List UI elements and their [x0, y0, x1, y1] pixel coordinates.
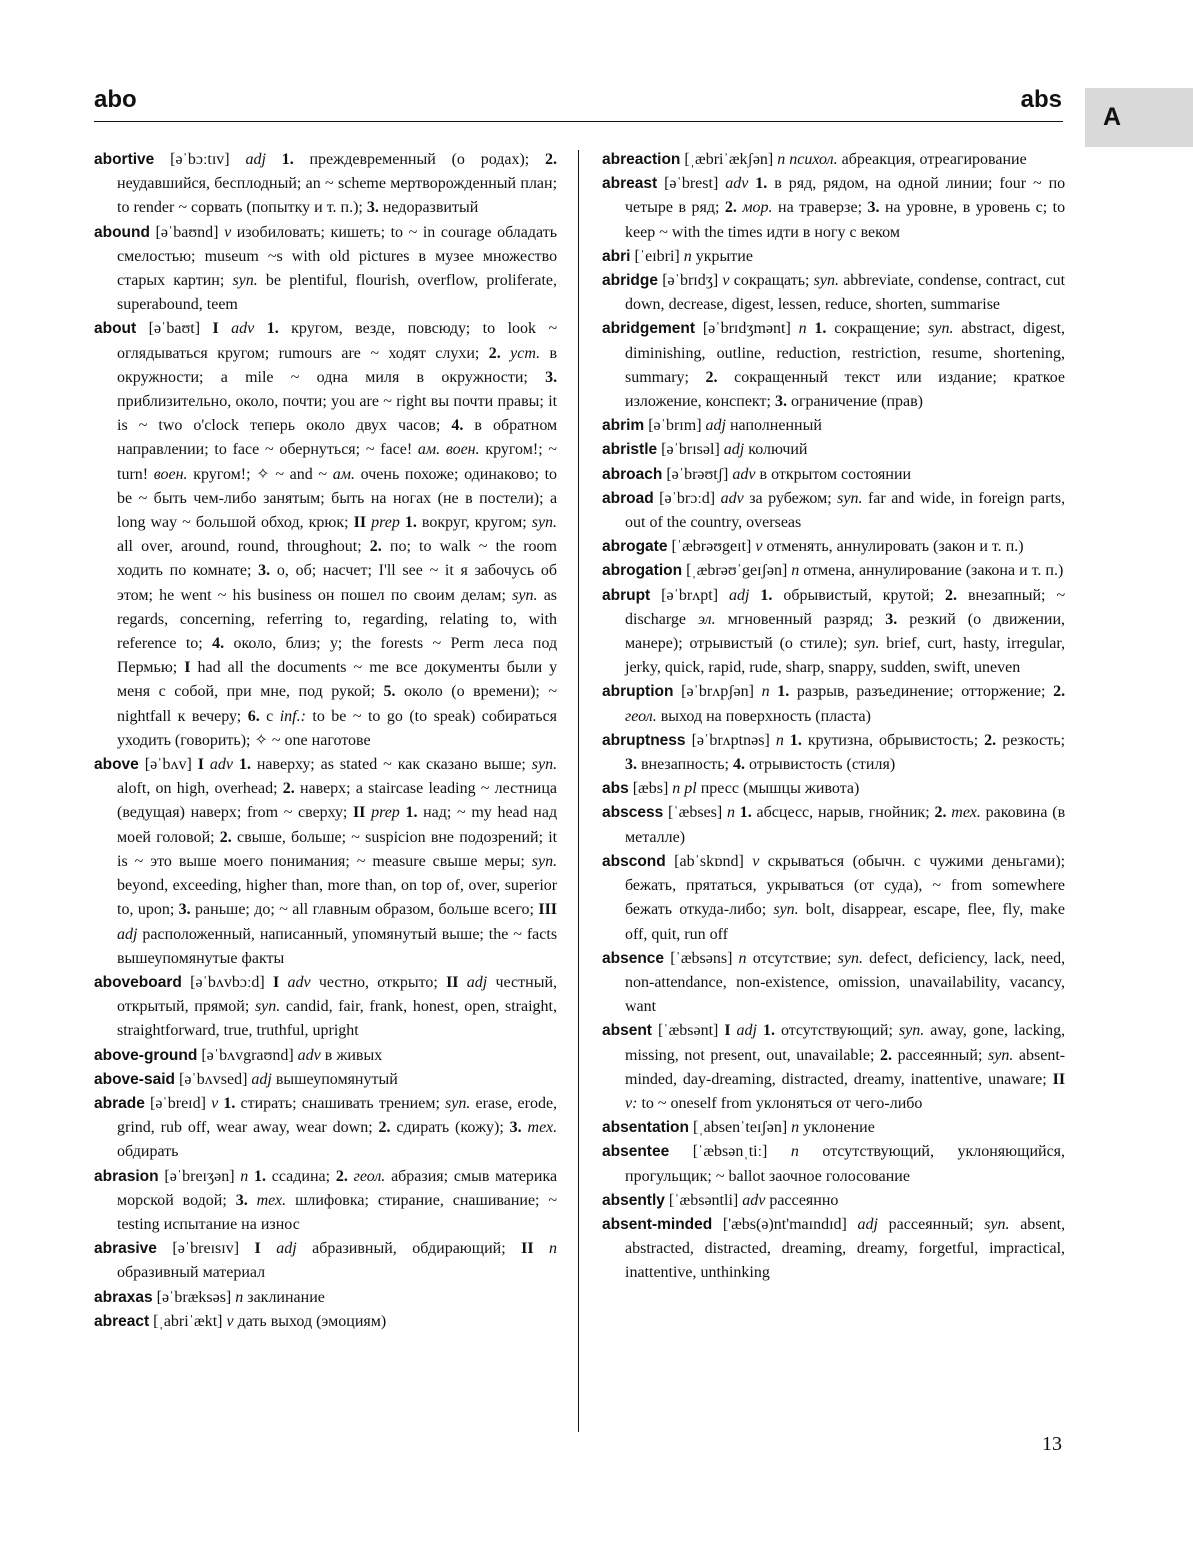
sense-number: 1. [238, 756, 251, 774]
entry-definition: [ˈæbsəntli] adv рассеянно [668, 1191, 839, 1209]
sense-number: 1. [266, 320, 279, 338]
dictionary-entry [602, 245, 1065, 269]
entry-headword: abrade [94, 1094, 145, 1112]
sense-number: 2. [705, 368, 718, 386]
grammar-label: syn. [254, 998, 281, 1016]
entry-headword: abs [602, 780, 629, 798]
sense-number: 1. [777, 683, 790, 701]
grammar-label: v [755, 538, 763, 556]
sense-number: II [446, 973, 459, 991]
grammar-label: уст. [510, 344, 541, 362]
entry-definition: [əˈbʌvbɔːd] I adv честно, открыто; II adj честный, открытый, прямой; syn. candid, fair, frank, honest, open, straight, straightforward, true, truthful, upright [117, 973, 557, 1040]
entry-headword: absentation [602, 1119, 689, 1137]
entry-headword: abrasive [94, 1240, 157, 1258]
grammar-label: n [683, 247, 692, 265]
grammar-label: pl [684, 780, 697, 798]
grammar-label: adj [276, 1240, 297, 1258]
entry-headword: abroad [602, 489, 654, 507]
grammar-label: adj [466, 973, 488, 991]
grammar-label: n [777, 151, 786, 168]
grammar-label: n [798, 320, 807, 338]
grammar-label: adv [720, 489, 744, 507]
entry-definition: ['æbs(ə)nt'maɪndɪd] adj рассеянный; syn. absent, abstracted, distracted, dreaming, dreamy, forgetful, impractical, inattentive, unthinking [625, 1215, 1066, 1282]
entry-definition: [əˈbrɪsəl] adj колючий [661, 441, 808, 459]
grammar-label: syn. [854, 635, 880, 653]
right-column [602, 148, 1065, 1286]
grammar-label: syn. [928, 320, 954, 338]
sense-number: II [353, 514, 367, 532]
entry-headword: abscond [602, 852, 666, 870]
grammar-label: n [775, 731, 784, 749]
dictionary-entry [602, 487, 1065, 535]
sense-number: 1. [762, 1022, 775, 1040]
grammar-label: syn. [837, 949, 863, 967]
sense-number: 6. [247, 707, 260, 725]
entry-definition: [ˌabriˈækt] v дать выход (эмоциям) [153, 1312, 387, 1330]
sense-number: 1. [281, 151, 294, 168]
grammar-label: геол. [625, 707, 657, 725]
left-column [94, 148, 557, 1334]
entry-definition: [əˈbʌvgraʊnd] adv в живых [201, 1046, 383, 1064]
dictionary-entry [602, 414, 1065, 438]
entry-headword: absently [602, 1191, 665, 1209]
sense-number: 2. [282, 780, 295, 798]
grammar-label: n [672, 780, 681, 798]
sense-number: 4. [212, 635, 225, 653]
sense-number: 3. [867, 199, 880, 217]
entry-headword: abroach [602, 465, 663, 483]
entry-headword: abreact [94, 1312, 150, 1330]
entry-headword: abrasion [94, 1167, 159, 1185]
grammar-label: n [791, 1119, 800, 1137]
entry-headword: absentee [602, 1143, 670, 1161]
grammar-label: adj [736, 1022, 757, 1040]
entry-definition: [ˈæbses] n 1. абсцесс, нарыв, гнойник; 2. тех. раковина (в металле) [625, 804, 1066, 846]
entry-definition: [əˈbrʌptnəs] n 1. крутизна, обрывистость; 2. резкость; 3. внезапность; 4. отрывистость (стиля) [625, 731, 1066, 774]
grammar-label: мор. [742, 199, 773, 217]
entry-definition: [əˈbrʌpʃən] n 1. разрыв, разъединение; отторжение; 2. геол. выход на поверхность (пласта) [625, 683, 1066, 725]
sense-number: 1. [405, 804, 418, 822]
entry-headword: abridge [602, 272, 658, 290]
entry-definition: [əˈbreɪd] v 1. стирать; снашивать трением; syn. erase, erode, grind, rub off, wear away, wear down; 2. сдирать (кожу); 3. тех. обдирать [117, 1094, 558, 1161]
entry-headword: abortive [94, 151, 155, 168]
sense-number: 2. [378, 1119, 391, 1137]
entry-headword: abri [602, 247, 631, 265]
sense-number: 1. [755, 175, 768, 193]
entry-definition: [æbs] n pl пресс (мышцы живота) [632, 780, 860, 798]
grammar-label: n [761, 683, 770, 701]
dictionary-entry [94, 1165, 557, 1238]
entry-headword: absent [602, 1022, 652, 1040]
entry-headword: abruption [602, 683, 674, 701]
grammar-label: adj [251, 1070, 272, 1088]
dictionary-entry [602, 947, 1065, 1020]
entry-headword: absent-minded [602, 1215, 713, 1233]
sense-number: I [273, 973, 280, 991]
grammar-label: v [722, 272, 730, 290]
entry-definition: [əˈbaʊt] I adv 1. кругом, везде, повсюду; to look ~ оглядываться кругом; rumours are ~ ходят слухи; 2. уст. в окружности; a mile ~ одна миля в окружности; 3. приблизительно, около, почти; you are ~ right вы почти правы; it is ~ two o'clock теперь около двух часов; 4. в обратном направлении; to face ~ обернуться; ~ face! ам. воен. кругом!; ~ turn! воен. кругом!; ✧ ~ and ~ ам. очень похоже; одинаково; to be ~ быть чем-либо занятым; быть на ногах (не в постели); a long way ~ большой обход, крюк; II prep 1. вокруг, кругом; syn. all over, around, round, throughout; 2. по; to walk ~ the room ходить по комнате; 3. о, об; насчет; I'll see ~ it я забочусь об этом; he went ~ his business он пошел по своим делам; syn. as regards, concerning, referring to, regarding, relating to, with reference to; 4. около, близ; у; the forests ~ Perm леса под Пермью; I had all the documents ~ me все документы были у меня с собой, при мне, под рукой; 5. около (о времени); ~ nightfall к вечеру; 6. с inf.: to be ~ to go (to speak) собираться уходить (говорить); ✧ ~ one наготове [117, 320, 558, 749]
grammar-label: n [549, 1240, 558, 1258]
sense-number: 2. [934, 804, 947, 822]
entry-definition: [ˈæbsənt] I adj 1. отсутствующий; syn. away, gone, lacking, missing, not present, out, unavailable; 2. рассеянный; syn. absent-minded, day-dreaming, distracted, dreamy, inattentive, unaware; II v: to ~ oneself from уклоняться от чего-либо [625, 1022, 1066, 1112]
grammar-label: syn. [984, 1215, 1010, 1233]
grammar-label: геол. [353, 1167, 386, 1185]
sense-number: 1. [814, 320, 827, 338]
grammar-label: adv [725, 175, 749, 193]
sense-number: 4. [451, 417, 464, 435]
sense-number: 3. [178, 901, 191, 919]
grammar-label: prep [371, 514, 400, 532]
entry-definition: [əˈbreɪsɪv] I adj абразивный, обдирающий; II n образивный материал [117, 1240, 558, 1282]
entry-headword: abridgement [602, 320, 696, 338]
grammar-label: ам. [332, 465, 355, 483]
grammar-label: воен. [153, 465, 188, 483]
grammar-label: v [752, 852, 760, 870]
grammar-label: ам. [417, 441, 441, 459]
sense-number: I [254, 1240, 261, 1258]
entry-headword: above [94, 756, 139, 774]
dictionary-entry [602, 850, 1065, 947]
entry-headword: abscess [602, 804, 664, 822]
sense-number: 2. [545, 151, 558, 168]
entry-definition: [əˈbɔːtɪv] adj 1. преждевременный (о родах); 2. неудавшийся, бесплодный; an ~ scheme мертворожденный план; to render ~ сорвать (попытку и т. п.); 3. недоразвитый [117, 151, 558, 217]
sense-number: 4. [732, 756, 745, 774]
sense-number: 1. [254, 1167, 267, 1185]
entry-headword: abristle [602, 441, 658, 459]
sense-number: I [212, 320, 219, 338]
entry-definition: [əˈbʌv] I adv 1. наверху; as stated ~ как сказано выше; syn. aloft, on high, overhead; 2. наверх; a staircase leading ~ лестница (ведущая) наверх; from ~ сверху; II prep 1. над; ~ my head над моей головой; 2. свыше, больше; ~ suspicion вне подозрений; it is ~ это выше моего понимания; ~ measure свыше меры; syn. beyond, exceeding, higher than, more than, on top of, over, superior to, upon; 3. раньше; до; ~ all главным образом, больше всего; III adj расположенный, написанный, упомянутый выше; the ~ facts вышеупомянутые факты [117, 756, 558, 967]
dictionary-entry [94, 221, 557, 318]
sense-number: 3. [258, 562, 271, 580]
sense-number: I [197, 756, 204, 774]
sense-number: 2. [335, 1167, 348, 1185]
grammar-label: n [738, 949, 747, 967]
grammar-label: syn. [837, 489, 863, 507]
dictionary-entry [602, 680, 1065, 728]
sense-number: 2. [488, 344, 501, 362]
sense-number: 3. [545, 368, 558, 386]
entry-headword: above-said [94, 1070, 175, 1088]
grammar-label: v [224, 223, 232, 241]
sense-number: II [1052, 1070, 1066, 1088]
sense-number: 2. [724, 199, 737, 217]
entry-definition: [ˌæbriˈækʃən] n психол. абреакция, отреагирование [684, 151, 1027, 168]
dictionary-entry [602, 172, 1065, 245]
entry-headword: abrogation [602, 562, 683, 580]
grammar-label: syn. [987, 1046, 1014, 1064]
grammar-label: syn. [898, 1022, 925, 1040]
grammar-label: syn. [531, 852, 558, 870]
sense-number: II [352, 804, 366, 822]
dictionary-entry [602, 148, 1065, 172]
sense-number: 5. [383, 683, 396, 701]
sense-number: 1. [404, 514, 417, 532]
entry-definition: [əˈbrest] adv 1. в ряд, рядом, на одной линии; four ~ по четыре в ряд; 2. мор. на траверзе; 3. на уровне, в уровень с; to keep ~ with the times идти в ногу с веком [625, 175, 1066, 241]
entry-definition: [əˈbrɪdʒmənt] n 1. сокращение; syn. abstract, digest, diminishing, outline, reduction, restriction, resume, shortening, summary; 2. сокращенный текст или издание; краткое изложение, конспект; 3. ограничение (прав) [625, 320, 1066, 411]
grammar-label: syn. [531, 756, 558, 774]
entry-definition: [əˈbaʊnd] v изобиловать; кишеть; to ~ in courage обладать смелостью; museum ~s with old pictures в музее множество старых картин; syn. be plentiful, flourish, overflow, proliferate, superabound, teem [117, 223, 558, 314]
sense-number: 2. [1053, 683, 1066, 701]
grammar-label: n [726, 804, 735, 822]
entry-definition: [ˈæbrəʊgeɪt] v отменять, аннулировать (закон и т. п.) [671, 538, 1024, 556]
sense-number: 2. [219, 828, 232, 846]
sense-number: 3. [625, 756, 637, 774]
dictionary-entry [602, 1019, 1065, 1116]
grammar-label: n [790, 1143, 799, 1161]
entry-definition: [əˈbrɪm] adj наполненный [648, 417, 822, 435]
dictionary-entry [602, 463, 1065, 487]
header-rule [94, 121, 1063, 122]
grammar-label: v [226, 1312, 234, 1330]
sense-number: 2. [369, 538, 382, 556]
grammar-label: syn. [531, 514, 558, 532]
grammar-label: v: [625, 1094, 638, 1112]
grammar-label: prep [371, 804, 400, 822]
sense-number: 3. [366, 199, 379, 217]
grammar-label: adj [117, 925, 138, 943]
page-number: 13 [1042, 1433, 1062, 1455]
left-guide-word: abo [94, 86, 137, 113]
grammar-label: inf.: [279, 707, 306, 725]
entry-headword: about [94, 320, 137, 338]
grammar-label: adv [287, 973, 311, 991]
column-divider [578, 150, 579, 1432]
grammar-label: syn. [773, 901, 799, 919]
dictionary-entry [602, 1213, 1065, 1286]
dictionary-entry [602, 1116, 1065, 1140]
right-guide-word: abs [1020, 86, 1062, 113]
dictionary-entry [602, 729, 1065, 777]
dictionary-entry [94, 971, 557, 1044]
sense-number: 3. [885, 610, 898, 628]
grammar-label: n [240, 1167, 249, 1185]
grammar-label: syn. [512, 586, 538, 604]
entry-definition: [əˈbreɪʒən] n 1. ссадина; 2. геол. абразия; смыв материка морской водой; 3. тех. шлифовка; стирание, снашивание; ~ testing испытание на износ [117, 1167, 558, 1233]
letter-tab-label: A [1103, 103, 1122, 131]
grammar-label: adj [723, 441, 745, 459]
entry-definition: [əˈbrəʊtʃ] adv в открытом состоянии [666, 465, 912, 483]
grammar-label: adv [297, 1046, 321, 1064]
sense-number: I [724, 1022, 731, 1040]
dictionary-entry [602, 438, 1065, 462]
sense-number: 2. [945, 586, 958, 604]
entry-definition: [ˌæbrəʊˈgeɪʃən] n отмена, аннулирование (закона и т. п.) [686, 562, 1064, 580]
entry-headword: abreaction [602, 151, 681, 168]
grammar-label: syn. [813, 272, 839, 290]
entry-definition: [abˈskɒnd] v скрываться (обычн. с чужими деньгами); бежать, прятаться, укрываться (от суда), ~ from somewhere бежать откуда-либо; syn. bolt, disappear, escape, flee, fly, make off, quit, run off [625, 852, 1066, 943]
entry-headword: absence [602, 949, 665, 967]
sense-number: II [521, 1240, 534, 1258]
dictionary-entry [94, 317, 557, 753]
grammar-label: adv [231, 320, 255, 338]
grammar-label: тех. [951, 804, 981, 822]
grammar-label: adv [732, 465, 756, 483]
dictionary-entry [94, 1068, 557, 1092]
grammar-label: тех. [527, 1119, 558, 1137]
entry-definition: [ˌabsenˈteɪʃən] n уклонение [692, 1119, 875, 1137]
grammar-label: adv [742, 1191, 766, 1209]
letter-thumb-tab [1085, 88, 1193, 147]
sense-number: 1. [789, 731, 802, 749]
entry-definition: [əˈbrɔːd] adv за рубежом; syn. far and wide, in foreign parts, out of the country, overseas [625, 489, 1066, 532]
dictionary-entry [94, 1044, 557, 1068]
dictionary-entry [602, 317, 1065, 414]
sense-number: 3. [235, 1191, 248, 1209]
sense-number: 3. [509, 1119, 522, 1137]
sense-number: 1. [739, 804, 752, 822]
dictionary-entry [94, 1092, 557, 1165]
entry-headword: aboveboard [94, 973, 182, 991]
sense-number: 3. [774, 393, 787, 411]
entry-headword: abraxas [94, 1288, 153, 1306]
dictionary-entry [602, 535, 1065, 559]
dictionary-entry [602, 269, 1065, 317]
dictionary-entry [94, 1286, 557, 1310]
entry-definition: [ˈæbsənˌtiː] n отсутствующий, уклоняющийся, прогульщик; ~ ballot заочное голосование [625, 1143, 1066, 1185]
grammar-label: n [235, 1288, 244, 1306]
entry-headword: abound [94, 223, 150, 241]
dictionary-entry [602, 559, 1065, 583]
dictionary-entry [94, 148, 557, 221]
dictionary-entry [602, 584, 1065, 681]
grammar-label: воен. [445, 441, 480, 459]
grammar-label: тех. [256, 1191, 287, 1209]
entry-definition: [ˈeɪbri] n укрытие [634, 247, 753, 265]
dictionary-entry [602, 777, 1065, 801]
grammar-label: n [791, 562, 800, 580]
sense-number: 1. [760, 586, 773, 604]
sense-number: 2. [984, 731, 997, 749]
dictionary-entry [602, 1140, 1065, 1188]
dictionary-entry [94, 1237, 557, 1285]
grammar-label: adj [705, 417, 726, 435]
entry-headword: abrim [602, 417, 645, 435]
grammar-label: adj [245, 151, 266, 168]
grammar-label: adj [857, 1215, 878, 1233]
entry-headword: abrupt [602, 586, 651, 604]
sense-number: III [538, 901, 558, 919]
entry-headword: abrogate [602, 538, 668, 556]
grammar-label: эл. [698, 610, 716, 628]
grammar-label: психол. [789, 151, 838, 168]
entry-headword: abreast [602, 175, 658, 193]
dictionary-entry [94, 753, 557, 971]
grammar-label: adj [728, 586, 750, 604]
dictionary-entry [94, 1310, 557, 1334]
grammar-label: syn. [232, 272, 258, 290]
entry-definition: [ˈæbsəns] n отсутствие; syn. defect, deficiency, lack, need, non-attendance, non-existence, omission, unavailability, vacancy, want [625, 949, 1066, 1016]
sense-number: I [184, 659, 191, 677]
entry-definition: [əˈbrʌpt] adj 1. обрывистый, крутой; 2. внезапный; ~ discharge эл. мгновенный разряд; 3. резкий (о движении, манере); отрывистый (о стиле); syn. brief, curt, hasty, irregular, jerky, quick, rapid, rude, sharp, snappy, sudden, swift, uneven [625, 586, 1066, 677]
dictionary-entry [602, 1189, 1065, 1213]
entry-definition: [əˈbræksəs] n заклинание [156, 1288, 325, 1306]
entry-headword: abruptness [602, 731, 686, 749]
entry-headword: above-ground [94, 1046, 198, 1064]
grammar-label: adv [209, 756, 234, 774]
entry-definition: [əˈbʌvsed] adj вышеупомянутый [178, 1070, 398, 1088]
grammar-label: syn. [445, 1094, 471, 1112]
grammar-label: v [211, 1094, 219, 1112]
sense-number: 1. [223, 1094, 236, 1112]
sense-number: 2. [879, 1046, 892, 1064]
entry-definition: [əˈbrɪdʒ] v сокращать; syn. abbreviate, condense, contract, cut down, decrease, digest, lessen, reduce, shorten, summarise [625, 272, 1066, 314]
dictionary-entry [602, 801, 1065, 849]
